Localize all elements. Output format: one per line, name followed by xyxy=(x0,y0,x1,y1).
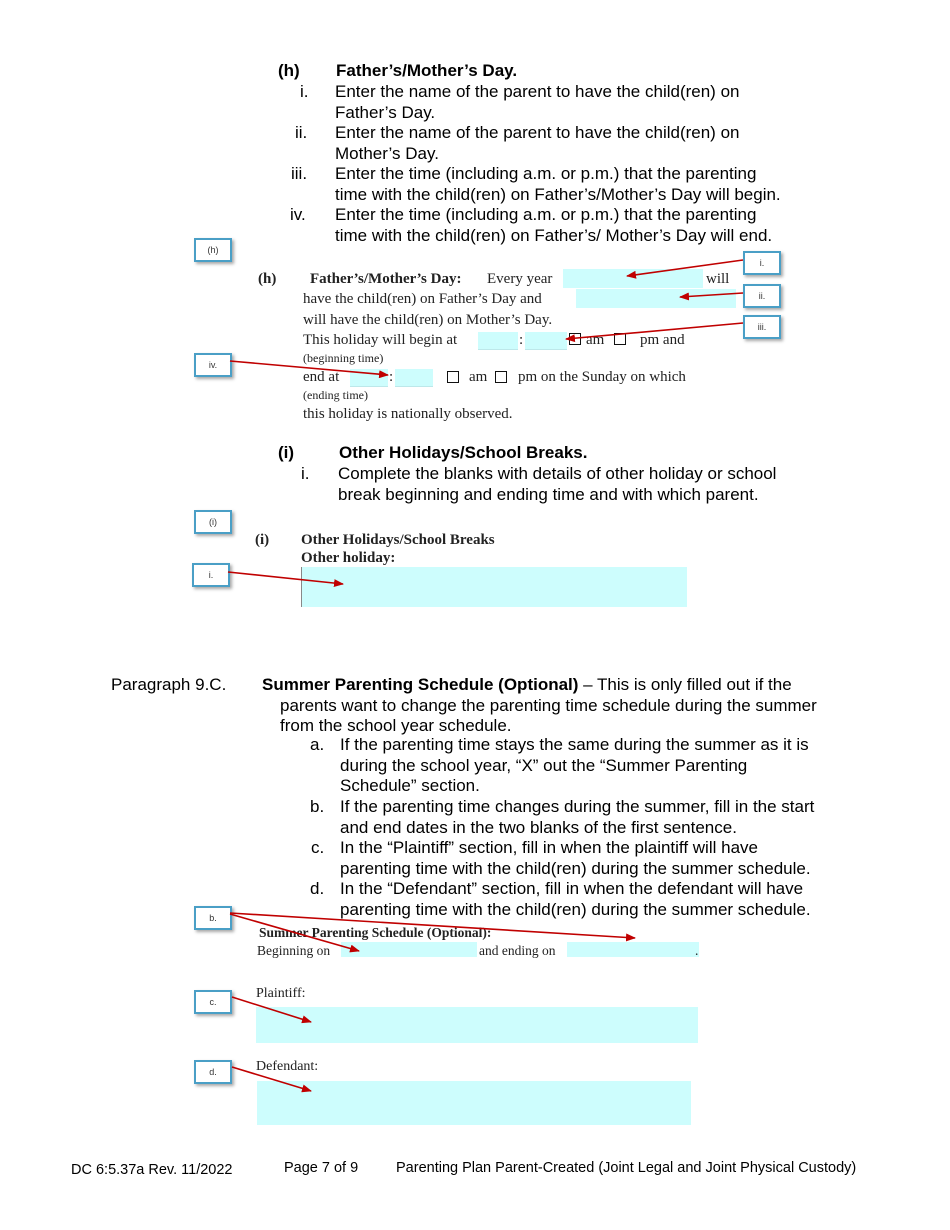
9c-item-text: If the parenting time stays the same during the summer as it is xyxy=(340,735,809,754)
callout-h: (h) xyxy=(194,238,232,262)
i-form-letter: (i) xyxy=(255,532,270,548)
begin-minute-field[interactable] xyxy=(525,332,567,350)
ending-time-caption: (ending time) xyxy=(303,388,368,402)
section-h-letter: (h) xyxy=(278,61,300,80)
period: . xyxy=(695,943,699,958)
i-item-text: Complete the blanks with details of other holiday or school xyxy=(338,464,777,483)
mothers-day-parent-field[interactable] xyxy=(576,289,736,308)
section-i-letter: (i) xyxy=(278,443,295,462)
h-item-text: Father’s Day. xyxy=(335,102,436,122)
h-form-title: Father’s/Mother’s Day: xyxy=(310,271,462,287)
9c-item-num: c. xyxy=(311,838,325,857)
begin-am-checkbox[interactable] xyxy=(569,333,581,345)
fathers-day-parent-field[interactable] xyxy=(563,269,703,288)
callout-h-i: i. xyxy=(743,251,781,275)
9c-item-text: and end dates in the two blanks of the first sentence. xyxy=(340,817,737,837)
end-minute-field[interactable] xyxy=(395,369,433,387)
footer-page-number: Page 7 of 9 xyxy=(284,1160,359,1176)
h-form-text: end at xyxy=(303,369,340,385)
h-form-text: pm on the Sunday on which xyxy=(518,369,686,385)
h-item-num: i. xyxy=(300,82,309,101)
beginning-on-label: Beginning on xyxy=(257,943,331,958)
9c-item-num: b. xyxy=(310,797,325,816)
paragraph-intro: parents want to change the parenting time schedule during the summer xyxy=(280,695,817,715)
other-holiday-field[interactable] xyxy=(301,567,687,607)
defendant-label: Defendant: xyxy=(256,1059,319,1074)
h-item-text: Enter the time (including a.m. or p.m.) that the parenting xyxy=(335,205,757,224)
am-label: am xyxy=(469,369,488,385)
callout-b: b. xyxy=(194,906,232,930)
9c-item-text: Schedule” section. xyxy=(340,776,480,795)
i-form-title: Other Holidays/School Breaks xyxy=(301,532,495,548)
paragraph-intro: from the school year schedule. xyxy=(280,716,512,735)
h-form-text: have the child(ren) on Father’s Day and xyxy=(303,291,542,307)
am-label: am xyxy=(586,332,605,348)
9c-item-num: d. xyxy=(310,879,325,898)
callout-i-i: i. xyxy=(192,563,230,587)
i-item-text: break beginning and ending time and with which parent. xyxy=(338,484,759,504)
callout-h-iv: iv. xyxy=(194,353,232,377)
h-item-text: Enter the time (including a.m. or p.m.) that the parenting xyxy=(335,164,757,183)
h-item-text: Enter the name of the parent to have the child(ren) on xyxy=(335,82,740,101)
h-item-num: iv. xyxy=(290,205,306,224)
9c-item-text: parenting time with the child(ren) during the summer schedule. xyxy=(340,899,811,919)
h-item-text: Mother’s Day. xyxy=(335,143,439,163)
pm-label: pm and xyxy=(640,332,685,348)
h-form-text: will xyxy=(706,271,730,287)
9c-item-text: In the “Plaintiff” section, fill in when the plaintiff will have xyxy=(340,838,758,857)
begin-hour-field[interactable] xyxy=(478,332,518,350)
time-colon: : xyxy=(389,369,394,385)
end-am-checkbox[interactable] xyxy=(447,371,459,383)
plaintiff-label: Plaintiff: xyxy=(256,986,306,1001)
i-item-num: i. xyxy=(301,464,310,483)
summer-form-title: Summer Parenting Schedule (Optional): xyxy=(259,925,492,940)
h-item-text: time with the child(ren) on Father’s/Mother’s Day will begin. xyxy=(335,184,781,204)
9c-item-num: a. xyxy=(310,735,325,754)
9c-item-text: parenting time with the child(ren) during the summer schedule. xyxy=(340,858,811,878)
callout-h-ii: ii. xyxy=(743,284,781,308)
begin-pm-checkbox[interactable] xyxy=(614,333,626,345)
callout-d: d. xyxy=(194,1060,232,1084)
defendant-schedule-field[interactable] xyxy=(257,1081,691,1125)
h-form-text: this holiday is nationally observed. xyxy=(303,406,513,422)
beginning-time-caption: (beginning time) xyxy=(303,351,384,365)
ending-on-label: and ending on xyxy=(479,943,556,958)
9c-item-text: during the school year, “X” out the “Summer Parenting xyxy=(340,755,748,775)
end-hour-field[interactable] xyxy=(350,369,388,387)
h-item-text: time with the child(ren) on Father’s/ Mother’s Day will end. xyxy=(335,225,773,245)
end-pm-checkbox[interactable] xyxy=(495,371,507,383)
h-item-num: iii. xyxy=(291,164,308,183)
h-form-text: Every year xyxy=(487,271,553,287)
section-h-title: Father’s/Mother’s Day. xyxy=(336,61,518,80)
callout-i: (i) xyxy=(194,510,232,534)
paragraph-label: Paragraph 9.C. xyxy=(111,675,227,694)
time-colon: : xyxy=(519,332,524,348)
section-i-title: Other Holidays/School Breaks. xyxy=(339,443,588,462)
callout-h-iii: iii. xyxy=(743,315,781,339)
h-form-letter: (h) xyxy=(258,271,277,287)
footer-title: Parenting Plan Parent-Created (Joint Legal and Joint Physical Custody) xyxy=(396,1160,857,1176)
callout-c: c. xyxy=(194,990,232,1014)
summer-end-date-field[interactable] xyxy=(567,942,699,957)
plaintiff-schedule-field[interactable] xyxy=(256,1007,698,1043)
paragraph-intro: – This is only filled out if the xyxy=(578,675,792,694)
h-item-num: ii. xyxy=(295,123,308,142)
9c-item-text: If the parenting time changes during the summer, fill in the start xyxy=(340,797,815,816)
summer-start-date-field[interactable] xyxy=(341,942,477,957)
h-form-text: will have the child(ren) on Mother’s Day. xyxy=(303,312,553,328)
other-holiday-label: Other holiday: xyxy=(301,550,396,566)
9c-item-text: In the “Defendant” section, fill in when the defendant will have xyxy=(340,879,804,898)
h-item-text: Enter the name of the parent to have the child(ren) on xyxy=(335,123,740,142)
footer-form-number: DC 6:5.37a Rev. 11/2022 xyxy=(71,1162,233,1178)
h-form-text: This holiday will begin at xyxy=(303,332,458,348)
paragraph-title: Summer Parenting Schedule (Optional) xyxy=(262,675,579,694)
